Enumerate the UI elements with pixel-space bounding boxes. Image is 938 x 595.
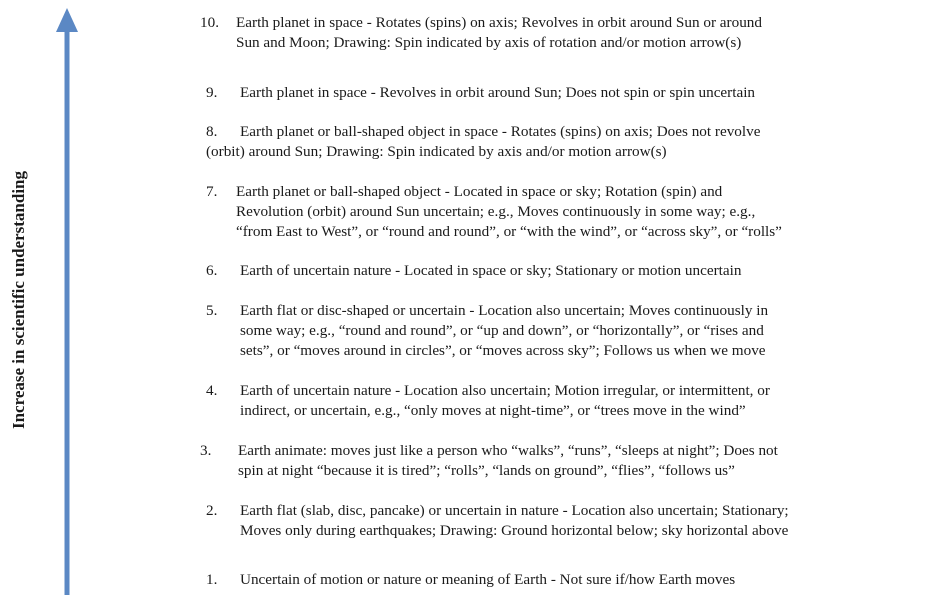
level-text-line: “from East to West”, or “round and round”, or “with the wind”, or “across sky”, or “rolls”: [236, 223, 782, 240]
level-number: 6.: [206, 262, 218, 279]
level-text-line: Revolution (orbit) around Sun uncertain; e.g., Moves continuously in some way; e.g.,: [236, 203, 756, 220]
level-text-line: sets”, or “moves around in circles”, or “moves across sky”; Follows us when we move: [240, 342, 766, 359]
level-number: 5.: [206, 302, 218, 319]
level-text-line: Earth animate: moves just like a person who “walks”, “runs”, “sleeps at night”; Does not: [238, 442, 778, 459]
level-number: 9.: [206, 84, 218, 101]
level-text-line: indirect, or uncertain, e.g., “only moves at night-time”, or “trees move in the wind”: [240, 402, 746, 419]
level-6: [206, 261, 741, 281]
level-text-line: spin at night “because it is tired”; “rolls”, “lands on ground”, “flies”, “follows us”: [238, 462, 735, 479]
level-text-line: Earth planet or ball-shaped object in space - Rotates (spins) on axis; Does not revolve: [240, 123, 761, 140]
level-text-line: Earth planet in space - Revolves in orbit around Sun; Does not spin or spin uncertain: [240, 84, 756, 101]
level-text-line: Uncertain of motion or nature or meaning of Earth - Not sure if/how Earth moves: [240, 571, 736, 588]
understanding-levels: [200, 0, 938, 595]
level-text-line: Moves only during earthquakes; Drawing: Ground horizontal below; sky horizontal above: [240, 522, 789, 539]
level-9: [206, 83, 755, 103]
level-2: [206, 501, 789, 541]
level-number: 8.: [206, 123, 218, 140]
level-10: [200, 13, 762, 53]
level-text-line: Earth flat (slab, disc, pancake) or uncertain in nature - Location also uncertain; Stationary;: [240, 502, 789, 519]
up-arrow-icon: [54, 8, 80, 595]
level-3: [200, 441, 778, 481]
level-text-line: Earth flat or disc-shaped or uncertain - Location also uncertain; Moves continuously in: [240, 302, 769, 319]
level-text-line: some way; e.g., “round and round”, or “up and down”, or “horizontally”, or “rises and: [240, 322, 764, 339]
level-text-line: (orbit) around Sun; Drawing: Spin indicated by axis and/or motion arrow(s): [206, 143, 667, 160]
level-7: [206, 182, 782, 242]
level-text-line: Earth planet or ball-shaped object - Located in space or sky; Rotation (spin) and: [236, 183, 723, 200]
level-text-line: Sun and Moon; Drawing: Spin indicated by axis of rotation and/or motion arrow(s): [236, 34, 742, 51]
level-1: [206, 570, 735, 590]
arrow-shaft: [65, 28, 70, 595]
level-number: 10.: [200, 14, 219, 31]
axis-label-text: Increase in scientific understanding: [9, 170, 29, 430]
level-number: 2.: [206, 502, 218, 519]
level-5: [206, 301, 768, 361]
level-4: [206, 381, 770, 421]
level-number: 3.: [200, 442, 212, 459]
level-text-line: Earth of uncertain nature - Location also uncertain; Motion irregular, or intermittent, or: [240, 382, 770, 399]
level-text-line: Earth of uncertain nature - Located in space or sky; Stationary or motion uncertain: [240, 262, 742, 279]
level-8: [206, 122, 760, 162]
level-number: 1.: [206, 571, 218, 588]
level-number: 4.: [206, 382, 218, 399]
level-text-line: Earth planet in space - Rotates (spins) on axis; Revolves in orbit around Sun or around: [236, 14, 762, 31]
axis-label: [8, 40, 30, 560]
arrow-head: [56, 8, 78, 32]
level-number: 7.: [206, 183, 218, 200]
